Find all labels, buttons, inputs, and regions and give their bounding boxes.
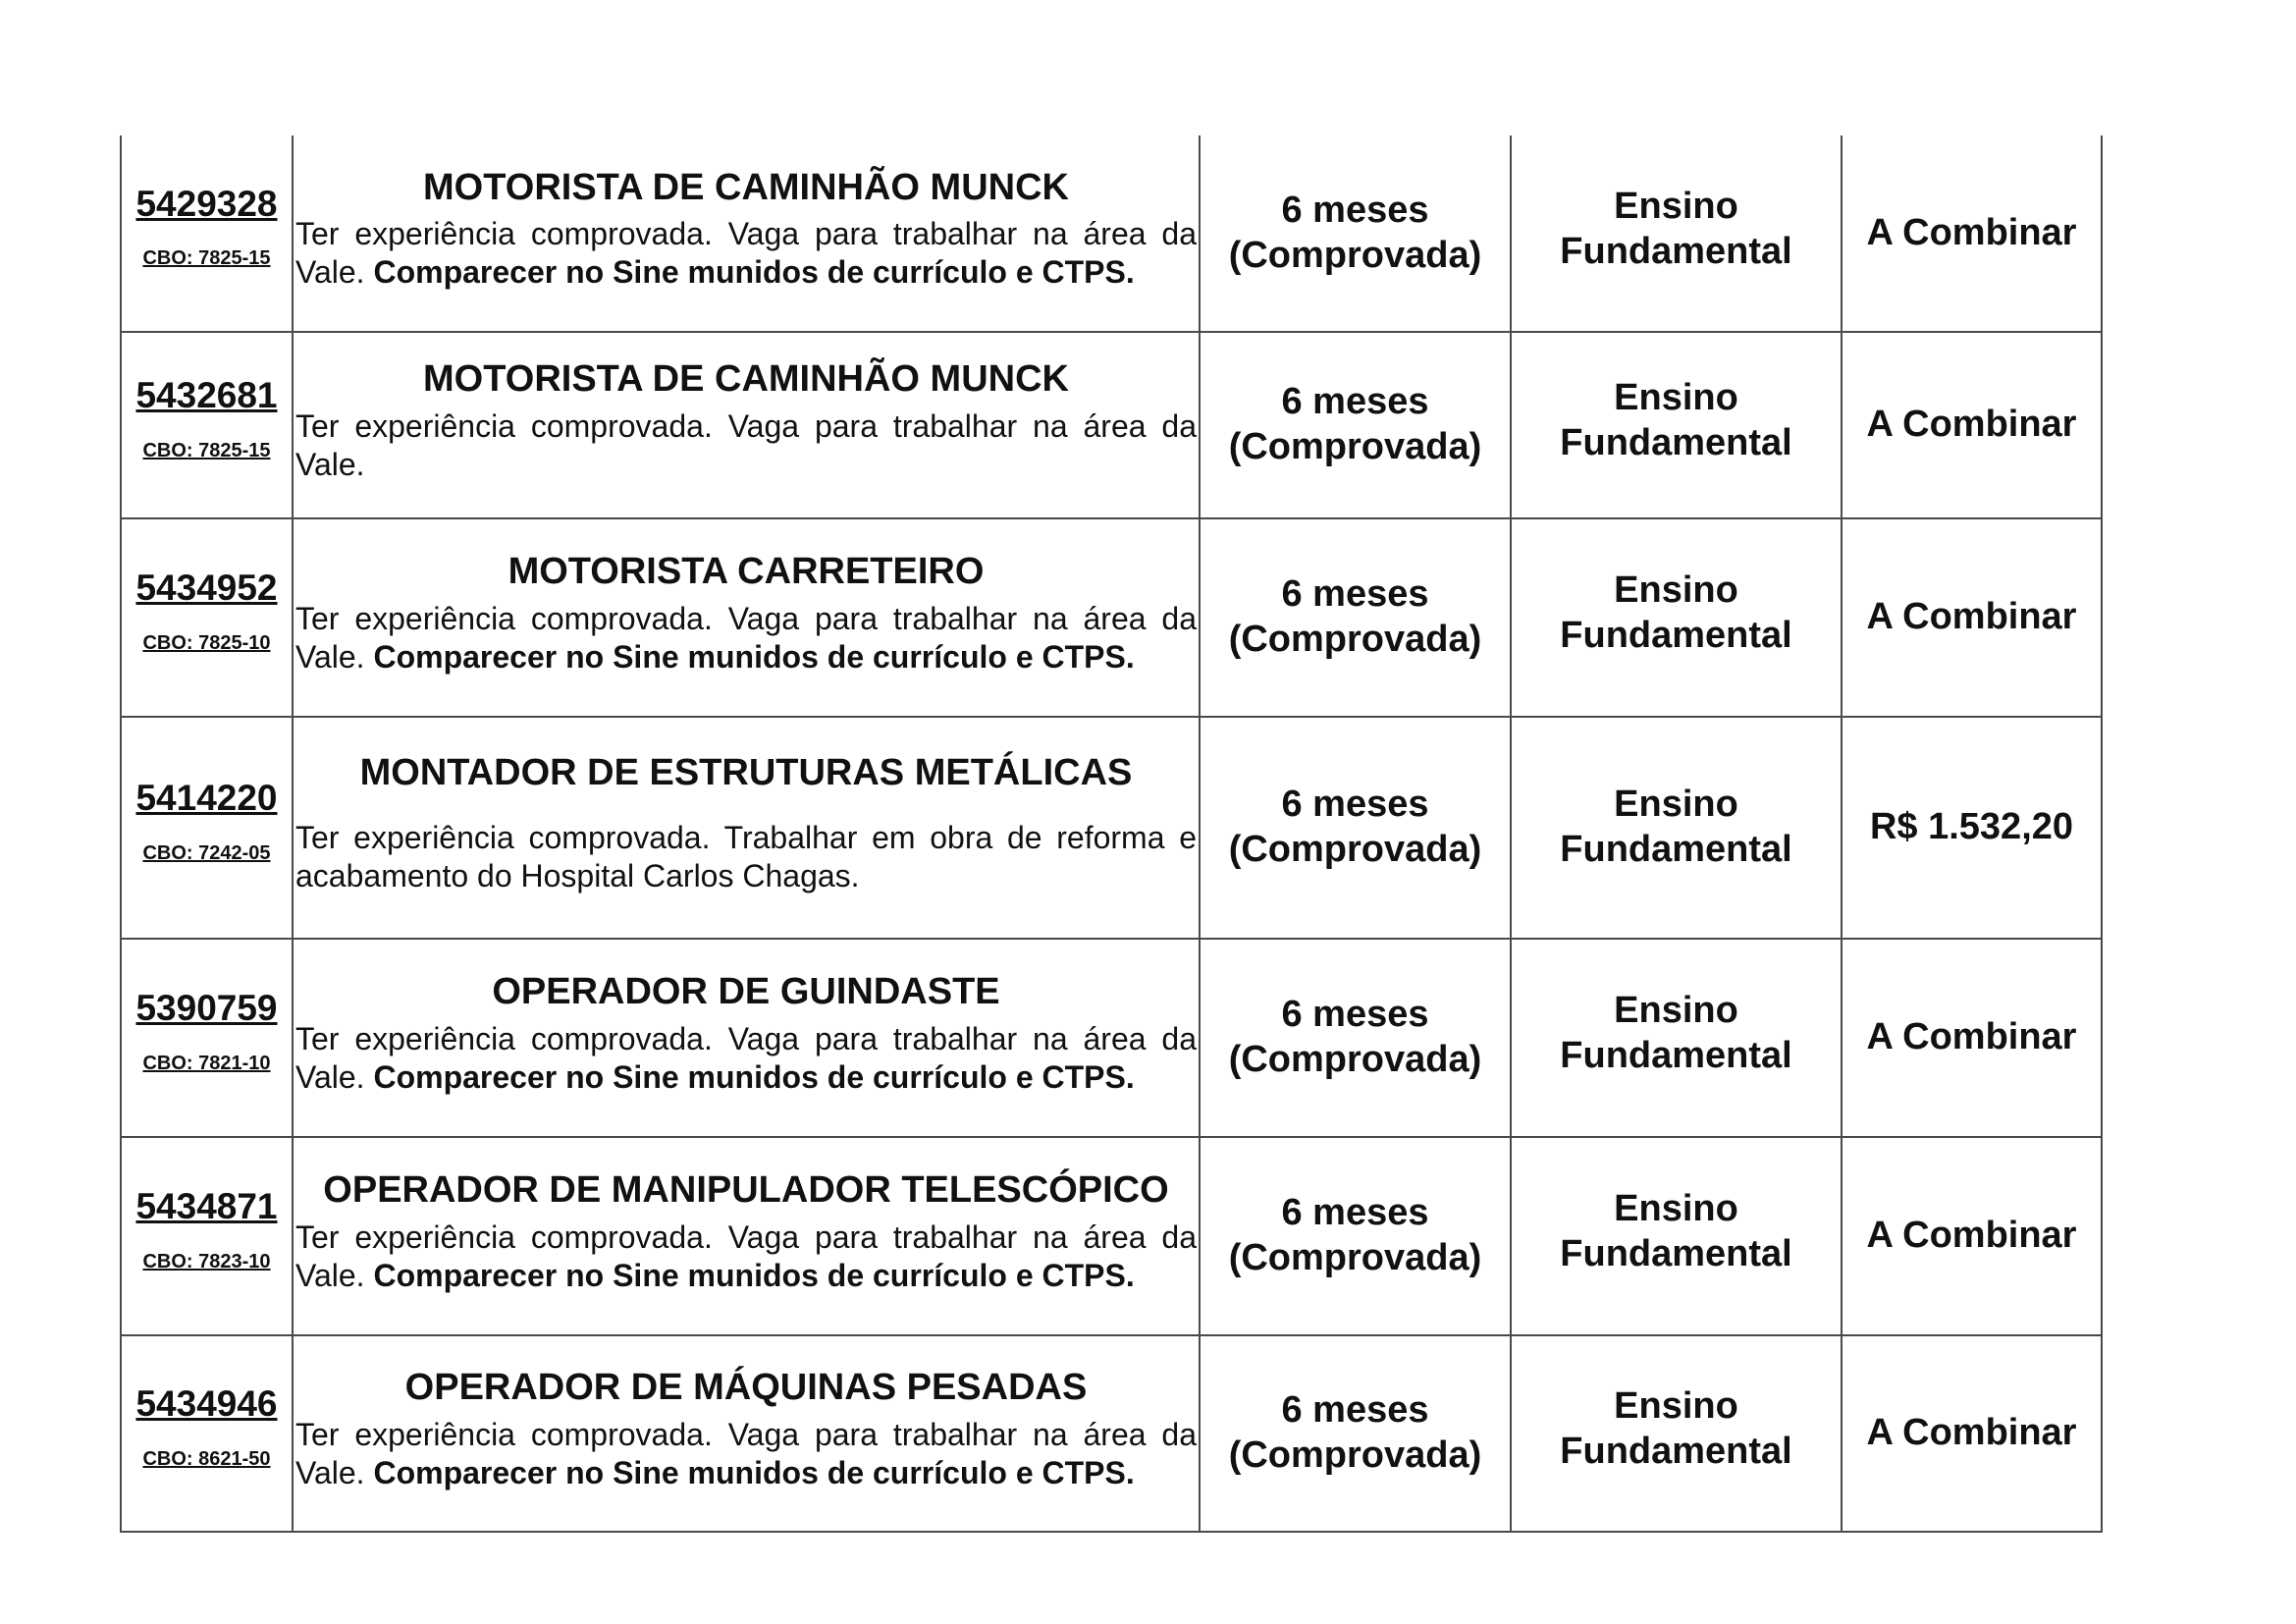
- education-level-line2: Fundamental: [1560, 1233, 1792, 1274]
- job-code-cell: [121, 717, 293, 939]
- job-cbo: CBO: 7821-10: [142, 1052, 271, 1074]
- experience-duration: 6 meses: [1281, 573, 1429, 616]
- education-cell: [1511, 332, 1842, 518]
- job-code: 5429328: [135, 183, 278, 224]
- job-listings-page: [120, 135, 2101, 1533]
- job-code-cell: [121, 939, 293, 1137]
- job-note: Comparecer no Sine munidos de currículo e CTPS.: [373, 1257, 1135, 1293]
- job-row: [121, 1335, 2102, 1532]
- salary: A Combinar: [1866, 1016, 2077, 1058]
- salary-cell: [1842, 1335, 2102, 1532]
- experience-note: (Comprovada): [1228, 1039, 1482, 1080]
- experience-note: (Comprovada): [1228, 426, 1482, 467]
- job-description-text: Ter experiência comprovada. Trabalhar em obra de reforma e acabamento do Hospital Carlos Chagas.: [295, 819, 1197, 893]
- job-description-text: Ter experiência comprovada. Vaga para trabalhar na área da Vale.: [295, 1020, 1197, 1095]
- education-level-line1: Ensino: [1614, 1188, 1738, 1230]
- education-cell: [1511, 717, 1842, 939]
- job-note: Comparecer no Sine munidos de currículo e CTPS.: [373, 638, 1135, 675]
- job-code-cell: [121, 1137, 293, 1335]
- job-title: OPERADOR DE MANIPULADOR TELESCÓPICO: [323, 1169, 1169, 1212]
- job-description: [295, 1020, 1197, 1097]
- salary: A Combinar: [1866, 404, 2077, 446]
- salary-cell: [1842, 939, 2102, 1137]
- education-cell: [1511, 1137, 1842, 1335]
- job-note: Comparecer no Sine munidos de currículo e CTPS.: [373, 1058, 1135, 1095]
- job-title: MOTORISTA DE CAMINHÃO MUNCK: [423, 166, 1069, 208]
- salary: R$ 1.532,20: [1869, 806, 2074, 848]
- experience-cell: [1200, 332, 1511, 518]
- job-code: 5434871: [135, 1186, 278, 1227]
- job-note: Comparecer no Sine munidos de currículo e CTPS.: [373, 1454, 1135, 1490]
- job-code: 5414220: [135, 778, 278, 819]
- job-code-cell: [121, 518, 293, 717]
- job-title: MONTADOR DE ESTRUTURAS METÁLICAS: [359, 752, 1133, 794]
- experience-note: (Comprovada): [1228, 1237, 1482, 1278]
- job-code-cell: [121, 332, 293, 518]
- salary: A Combinar: [1866, 596, 2077, 638]
- salary-cell: [1842, 1137, 2102, 1335]
- job-code: 5434946: [135, 1383, 278, 1425]
- experience-cell: [1200, 939, 1511, 1137]
- education-level-line2: Fundamental: [1560, 1035, 1792, 1076]
- job-description: [295, 1416, 1197, 1492]
- experience-note: (Comprovada): [1228, 234, 1482, 276]
- job-title: OPERADOR DE MÁQUINAS PESADAS: [404, 1367, 1088, 1409]
- experience-note: (Comprovada): [1228, 829, 1482, 870]
- education-level-line2: Fundamental: [1560, 615, 1792, 656]
- job-cbo: CBO: 7823-10: [142, 1250, 271, 1272]
- experience-note: (Comprovada): [1228, 1435, 1482, 1476]
- job-description: [295, 600, 1197, 677]
- job-note: Comparecer no Sine munidos de currículo e CTPS.: [373, 254, 1135, 291]
- job-title: OPERADOR DE GUINDASTE: [492, 971, 1000, 1013]
- job-row: [121, 717, 2102, 939]
- job-cbo: CBO: 7242-05: [142, 841, 271, 864]
- job-description-cell: [293, 939, 1200, 1137]
- job-description-cell: [293, 518, 1200, 717]
- education-level-line1: Ensino: [1614, 1385, 1738, 1428]
- job-description-cell: [293, 1335, 1200, 1532]
- education-level-line2: Fundamental: [1560, 1431, 1792, 1472]
- job-description-text: Ter experiência comprovada. Vaga para trabalhar na área da Vale.: [295, 216, 1197, 291]
- salary: A Combinar: [1866, 1412, 2077, 1454]
- salary: A Combinar: [1866, 211, 2077, 253]
- salary-cell: [1842, 717, 2102, 939]
- education-level-line1: Ensino: [1614, 784, 1738, 826]
- job-description-text: Ter experiência comprovada. Vaga para trabalhar na área da Vale.: [295, 407, 1197, 482]
- education-level-line1: Ensino: [1614, 990, 1738, 1032]
- job-code: 5390759: [135, 988, 278, 1029]
- education-level-line2: Fundamental: [1560, 829, 1792, 870]
- education-level-line1: Ensino: [1614, 377, 1738, 419]
- salary-cell: [1842, 332, 2102, 518]
- job-cbo: CBO: 7825-15: [142, 439, 271, 461]
- job-description-cell: [293, 332, 1200, 518]
- experience-cell: [1200, 518, 1511, 717]
- experience-cell: [1200, 717, 1511, 939]
- job-description-cell: [293, 1137, 1200, 1335]
- job-listings-table: [120, 135, 2103, 1533]
- education-level-line1: Ensino: [1614, 185, 1738, 227]
- experience-note: (Comprovada): [1228, 619, 1482, 660]
- experience-duration: 6 meses: [1281, 189, 1429, 231]
- job-code-cell: [121, 1335, 293, 1532]
- salary-cell: [1842, 135, 2102, 332]
- job-title: MOTORISTA DE CAMINHÃO MUNCK: [423, 358, 1069, 401]
- job-description: [295, 215, 1197, 292]
- experience-duration: 6 meses: [1281, 381, 1429, 423]
- education-level-line1: Ensino: [1614, 569, 1738, 612]
- job-row: [121, 1137, 2102, 1335]
- job-row: [121, 332, 2102, 518]
- job-description-cell: [293, 135, 1200, 332]
- experience-cell: [1200, 1137, 1511, 1335]
- job-code-cell: [121, 135, 293, 332]
- experience-duration: 6 meses: [1281, 1192, 1429, 1234]
- education-cell: [1511, 518, 1842, 717]
- job-description: [295, 407, 1197, 484]
- education-level-line2: Fundamental: [1560, 422, 1792, 463]
- job-description: [295, 1218, 1197, 1295]
- experience-duration: 6 meses: [1281, 994, 1429, 1036]
- job-description: [295, 819, 1197, 895]
- job-code: 5432681: [135, 375, 278, 416]
- education-cell: [1511, 1335, 1842, 1532]
- job-title: MOTORISTA CARRETEIRO: [507, 551, 985, 593]
- job-description-cell: [293, 717, 1200, 939]
- salary: A Combinar: [1866, 1215, 2077, 1257]
- job-code: 5434952: [135, 568, 278, 609]
- experience-cell: [1200, 135, 1511, 332]
- education-level-line2: Fundamental: [1560, 230, 1792, 272]
- job-description-text: Ter experiência comprovada. Vaga para trabalhar na área da Vale.: [295, 1416, 1197, 1490]
- education-cell: [1511, 135, 1842, 332]
- education-cell: [1511, 939, 1842, 1137]
- job-cbo: CBO: 7825-10: [142, 631, 271, 654]
- job-cbo: CBO: 7825-15: [142, 247, 271, 270]
- job-row: [121, 135, 2102, 332]
- job-row: [121, 518, 2102, 717]
- job-description-text: Ter experiência comprovada. Vaga para trabalhar na área da Vale.: [295, 600, 1197, 675]
- job-cbo: CBO: 8621-50: [142, 1447, 271, 1470]
- job-description-text: Ter experiência comprovada. Vaga para trabalhar na área da Vale.: [295, 1218, 1197, 1293]
- job-row: [121, 939, 2102, 1137]
- experience-duration: 6 meses: [1281, 1389, 1429, 1432]
- experience-duration: 6 meses: [1281, 784, 1429, 826]
- experience-cell: [1200, 1335, 1511, 1532]
- salary-cell: [1842, 518, 2102, 717]
